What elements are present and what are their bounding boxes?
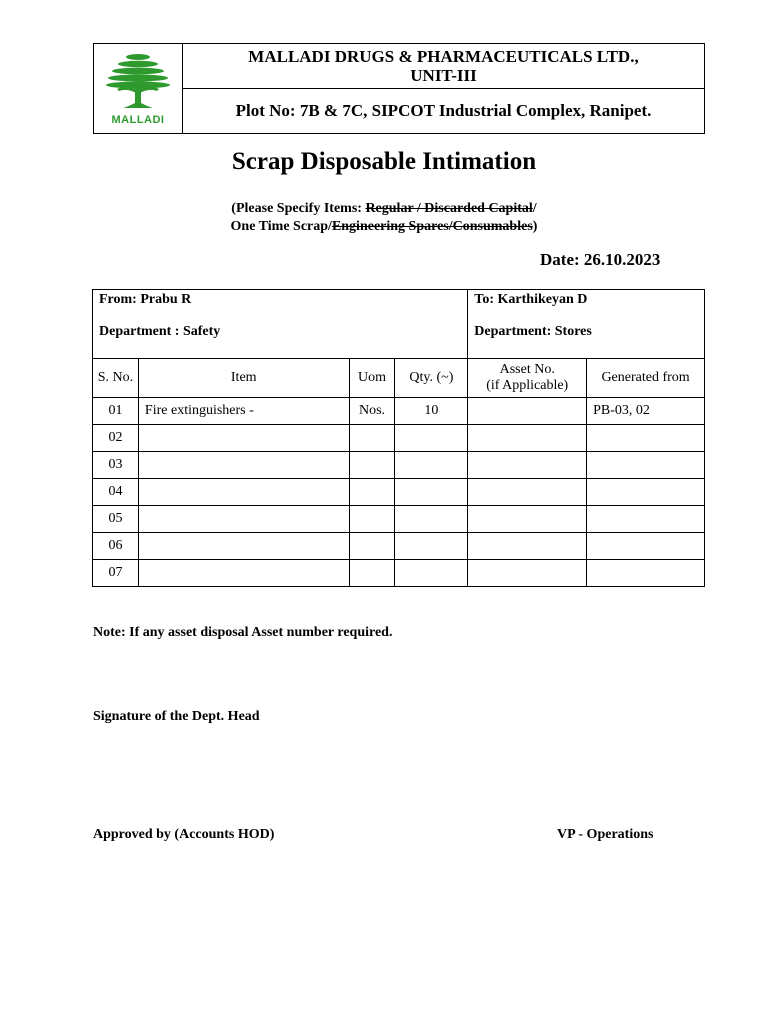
cell-generated: [587, 425, 705, 452]
cell-item: [138, 425, 349, 452]
cell-sno: 05: [93, 506, 139, 533]
cell-generated: PB-03, 02: [587, 398, 705, 425]
cell-asset: [468, 560, 587, 587]
signature-label: Signature of the Dept. Head: [93, 709, 260, 724]
company-address: Plot No: 7B & 7C, SIPCOT Industrial Complex, Ranipet.: [183, 89, 705, 134]
table-header-row: [93, 359, 705, 398]
logo-label: MALLADI: [111, 114, 165, 126]
cell-uom: [349, 479, 395, 506]
approved-by-label: Approved by (Accounts HOD): [93, 827, 275, 842]
cell-asset: [468, 452, 587, 479]
form-title: Scrap Disposable Intimation: [231, 148, 537, 175]
asset-note: Note: If any asset disposal Asset number required.: [93, 625, 393, 640]
cell-item: [138, 533, 349, 560]
table-row: [93, 398, 705, 425]
cell-qty: [395, 506, 468, 533]
header-qty: Qty. (~): [395, 359, 468, 398]
header-asset-line1: Asset No.: [499, 362, 555, 377]
vp-operations-label: VP - Operations: [557, 827, 654, 842]
header-asset-line2: (if Applicable): [486, 378, 569, 393]
cell-generated: [587, 452, 705, 479]
cell-uom: [349, 425, 395, 452]
cell-item: [138, 506, 349, 533]
header-asset: [468, 359, 587, 398]
cell-uom: [349, 452, 395, 479]
tree-logo-icon: [103, 51, 173, 109]
cell-asset: [468, 398, 587, 425]
header-sno: S. No.: [93, 359, 139, 398]
cell-generated: [587, 560, 705, 587]
table-row: [93, 560, 705, 587]
specify-prefix: (Please Specify Items:: [231, 201, 366, 216]
table-row: [93, 452, 705, 479]
cell-qty: 10: [395, 398, 468, 425]
cell-sno: 04: [93, 479, 139, 506]
cell-uom: [349, 506, 395, 533]
company-name-cell: [183, 44, 705, 89]
company-unit: UNIT-III: [410, 66, 477, 85]
cell-asset: [468, 479, 587, 506]
cell-asset: [468, 533, 587, 560]
cell-qty: [395, 560, 468, 587]
table-row: [93, 425, 705, 452]
company-header: [93, 43, 705, 134]
cell-generated: [587, 479, 705, 506]
form-date: Date: 26.10.2023: [540, 250, 661, 269]
specify-separator: /: [532, 201, 537, 216]
cell-generated: [587, 506, 705, 533]
table-row: [93, 533, 705, 560]
cell-asset: [468, 425, 587, 452]
cell-sno: 03: [93, 452, 139, 479]
cell-sno: 07: [93, 560, 139, 587]
specify-line2-prefix: One Time Scrap/: [230, 219, 332, 234]
struck-option-1: Regular / Discarded Capital: [365, 201, 533, 216]
table-row: [93, 506, 705, 533]
cell-generated: [587, 533, 705, 560]
from-name: From: Prabu R: [99, 292, 192, 307]
cell-qty: [395, 533, 468, 560]
logo-cell: [94, 44, 183, 134]
cell-sno: 01: [93, 398, 139, 425]
header-uom: Uom: [349, 359, 395, 398]
item-type-instructions: [0, 200, 768, 236]
header-generated: Generated from: [587, 359, 705, 398]
cell-sno: 02: [93, 425, 139, 452]
cell-item: [138, 452, 349, 479]
cell-item: Fire extinguishers -: [138, 398, 349, 425]
cell-qty: [395, 479, 468, 506]
cell-qty: [395, 425, 468, 452]
from-department: Department : Safety: [99, 324, 221, 339]
cell-qty: [395, 452, 468, 479]
to-department: Department: Stores: [474, 324, 592, 339]
struck-option-2: Engineering Spares/Consumables: [331, 219, 533, 234]
company-name: MALLADI DRUGS & PHARMACEUTICALS LTD.,: [248, 47, 639, 66]
cell-uom: Nos.: [349, 398, 395, 425]
scrap-items-table: [92, 289, 705, 587]
cell-uom: [349, 533, 395, 560]
to-cell: [468, 290, 705, 359]
header-item: Item: [138, 359, 349, 398]
cell-sno: 06: [93, 533, 139, 560]
cell-item: [138, 560, 349, 587]
cell-asset: [468, 506, 587, 533]
specify-suffix: ): [532, 219, 538, 234]
table-row: [93, 479, 705, 506]
to-name: To: Karthikeyan D: [474, 292, 588, 307]
cell-uom: [349, 560, 395, 587]
cell-item: [138, 479, 349, 506]
from-cell: [93, 290, 468, 359]
